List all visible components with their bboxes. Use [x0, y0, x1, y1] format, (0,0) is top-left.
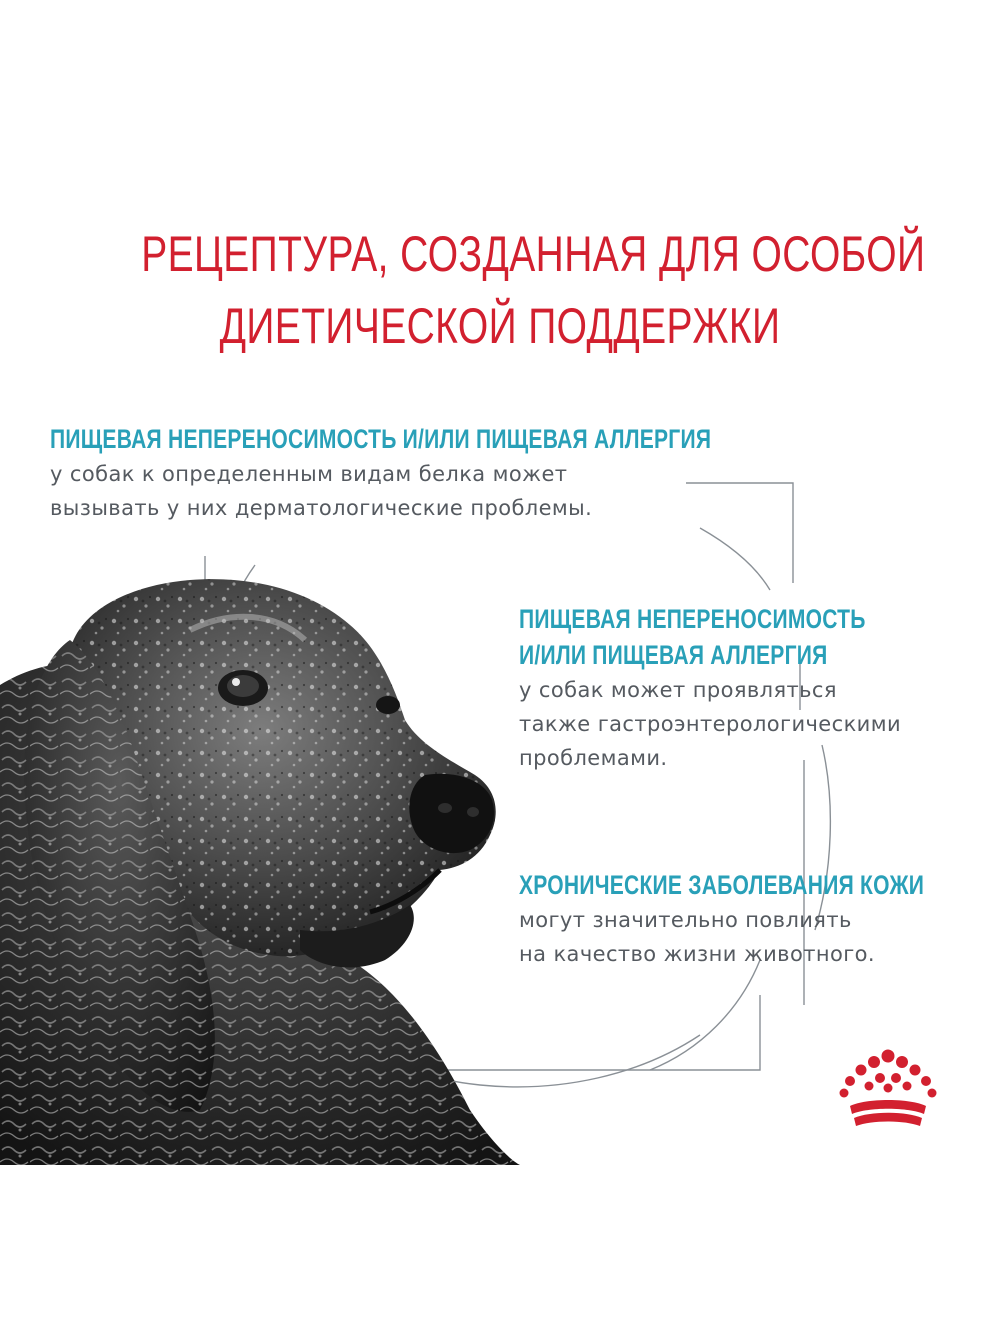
- block-text-line: вызывать у них дерматологические проблемы.: [50, 496, 593, 520]
- dog-photo: [0, 579, 520, 1165]
- headline-line-2: ДИЕТИЧЕСКОЙ ПОДДЕРЖКИ: [219, 298, 781, 354]
- headline: [141, 218, 926, 362]
- headline-line-1: РЕЦЕПТУРА, СОЗДАННАЯ ДЛЯ ОСОБОЙ: [141, 226, 926, 282]
- block-text-line: на качество жизни животного.: [519, 942, 875, 966]
- block-text-line: у собак к определенным видам белка может: [50, 462, 568, 486]
- info-block-chronic-skin: [519, 867, 1000, 971]
- block-title: ПИЩЕВАЯ НЕПЕРЕНОСИМОСТЬ: [519, 604, 866, 634]
- block-title: ПИЩЕВАЯ НЕПЕРЕНОСИМОСТЬ И/ИЛИ ПИЩЕВАЯ АЛЛЕРГИЯ: [50, 424, 712, 454]
- block-title: ХРОНИЧЕСКИЕ ЗАБОЛЕВАНИЯ КОЖИ: [519, 870, 925, 900]
- royal-canin-crown-icon: [836, 1048, 940, 1134]
- block-text-line: проблемами.: [519, 746, 668, 770]
- info-block-food-allergy-skin: [50, 421, 898, 525]
- info-block-food-allergy-gastro: [519, 601, 963, 775]
- block-title: И/ИЛИ ПИЩЕВАЯ АЛЛЕРГИЯ: [519, 640, 828, 670]
- block-text-line: у собак может проявляться: [519, 678, 837, 702]
- block-text-line: могут значительно повлиять: [519, 908, 852, 932]
- block-text-line: также гастроэнтерологическими: [519, 712, 901, 736]
